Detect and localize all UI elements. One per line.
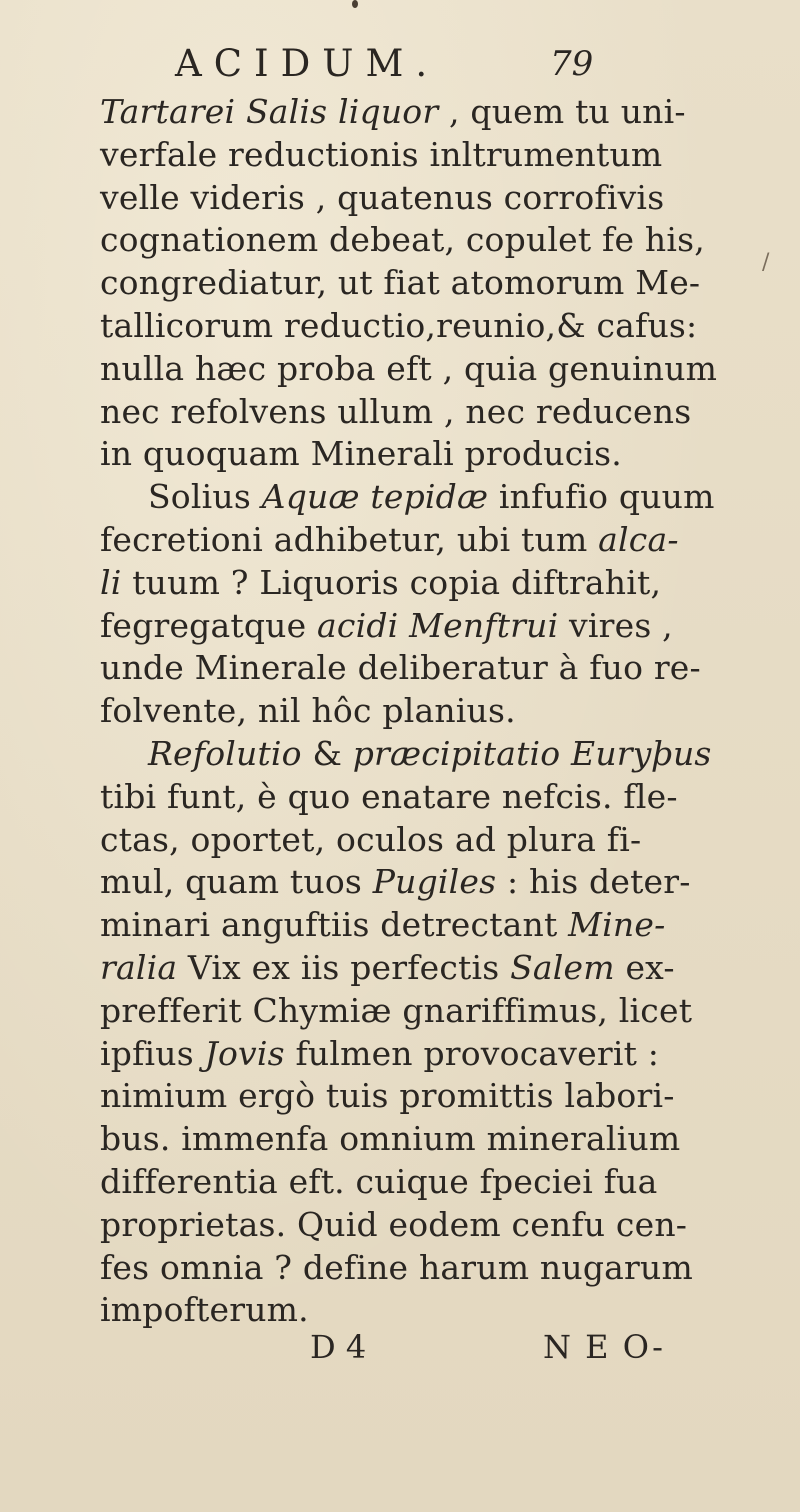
page-header bbox=[175, 42, 605, 90]
signature-mark: D 4 bbox=[310, 1328, 367, 1366]
italic-text-run: ralia bbox=[100, 947, 178, 987]
text-line bbox=[100, 1289, 780, 1332]
text-line bbox=[100, 262, 780, 305]
text-run: ctas, oportet, oculos ad plura fi- bbox=[100, 819, 642, 859]
text-run: impofterum. bbox=[100, 1290, 309, 1330]
italic-text-run: Tartarei Salis liquor bbox=[100, 92, 439, 131]
text-line bbox=[100, 348, 780, 391]
text-run: cognationem debeat, copulet fe his, bbox=[100, 220, 705, 260]
text-line bbox=[100, 947, 780, 990]
text-run: proprietas. Quid eodem cenfu cen- bbox=[100, 1204, 688, 1244]
italic-text-run: Aquæ tepidæ bbox=[261, 477, 489, 517]
running-title: ACIDUM. bbox=[175, 42, 440, 85]
text-line bbox=[100, 647, 780, 690]
text-line bbox=[100, 990, 780, 1033]
text-run: folvente, nil hôc planius. bbox=[100, 691, 516, 731]
text-run: minari anguftiis detrectant bbox=[100, 905, 569, 945]
text-line bbox=[100, 433, 780, 476]
italic-text-run: Salem bbox=[510, 947, 615, 987]
text-run: vires , bbox=[558, 605, 673, 645]
body-text bbox=[100, 91, 780, 1332]
text-run: & bbox=[301, 733, 353, 773]
text-line bbox=[100, 1204, 780, 1247]
text-run: fecretioni adhibetur, ubi tum bbox=[100, 519, 599, 559]
text-line bbox=[100, 819, 780, 862]
text-run: nimium ergò tuis promittis labori- bbox=[100, 1076, 675, 1116]
text-line bbox=[100, 861, 780, 904]
text-line bbox=[100, 134, 780, 177]
text-line bbox=[100, 1118, 780, 1161]
text-run: ex- bbox=[614, 947, 675, 987]
text-run: unde Minerale deliberatur à fuo re- bbox=[100, 648, 701, 688]
text-run: , quem tu uni- bbox=[438, 92, 686, 131]
italic-text-run: præcipitatio Euryþus bbox=[352, 733, 712, 773]
text-run: Solius bbox=[148, 477, 262, 517]
text-run: nulla hæc proba eft , quia genuinum bbox=[100, 348, 718, 388]
text-line bbox=[100, 690, 780, 733]
text-run: fulmen provocaverit : bbox=[284, 1033, 660, 1073]
text-run: congrediatur, ut fiat atomorum Me- bbox=[100, 263, 701, 303]
text-run: ipfius bbox=[100, 1033, 205, 1073]
text-line bbox=[100, 476, 780, 519]
text-run: in quoquam Minerali producis. bbox=[100, 434, 622, 474]
text-run: tuum ? Liquoris copia diftrahit, bbox=[121, 562, 662, 602]
italic-text-run: Refolutio bbox=[148, 733, 302, 773]
text-line bbox=[100, 1161, 780, 1204]
text-run: verfale reductionis inltrumentum bbox=[100, 134, 663, 174]
text-line bbox=[100, 733, 780, 776]
italic-text-run: Mine- bbox=[568, 905, 666, 945]
text-run: : his deter- bbox=[496, 862, 691, 902]
page-footer bbox=[310, 1328, 780, 1378]
text-line bbox=[100, 219, 780, 262]
text-line bbox=[100, 1247, 780, 1290]
margin-slash-mark: / bbox=[762, 250, 770, 275]
ink-speck bbox=[352, 0, 358, 8]
text-line bbox=[100, 91, 780, 134]
text-line bbox=[100, 177, 780, 220]
text-run: fes omnia ? define harum nugarum bbox=[100, 1247, 693, 1287]
text-run: nec refolvens ullum , nec reducens bbox=[100, 391, 692, 431]
text-line bbox=[100, 776, 780, 819]
page-number: 79 bbox=[550, 44, 594, 84]
text-line bbox=[100, 562, 780, 605]
text-run: differentia eft. cuique fpeciei fua bbox=[100, 1161, 658, 1201]
italic-text-run: Jovis bbox=[204, 1033, 285, 1073]
italic-text-run: li bbox=[100, 562, 122, 602]
text-line bbox=[100, 1075, 780, 1118]
text-run: tallicorum reductio,reunio,& cafus: bbox=[100, 305, 698, 345]
italic-text-run: Pugiles bbox=[372, 862, 497, 902]
text-run: velle videris , quatenus corrofivis bbox=[100, 177, 665, 217]
text-line bbox=[100, 305, 780, 348]
text-line bbox=[100, 605, 780, 648]
catchword: N E O- bbox=[543, 1328, 665, 1366]
text-run: mul, quam tuos bbox=[100, 862, 373, 902]
text-run: prefferit Chymiæ gnariffimus, licet bbox=[100, 990, 693, 1030]
text-run: fegregatque bbox=[100, 605, 318, 645]
italic-text-run: alca- bbox=[598, 519, 679, 559]
text-line bbox=[100, 904, 780, 947]
text-run: bus. immenfa omnium mineralium bbox=[100, 1119, 681, 1159]
text-run: tibi funt, è quo enatare nefcis. fle- bbox=[100, 776, 678, 816]
text-run: Vix ex iis perfectis bbox=[177, 947, 511, 987]
text-line bbox=[100, 519, 780, 562]
text-line bbox=[100, 391, 780, 434]
text-run: infufio quum bbox=[488, 477, 715, 517]
text-line bbox=[100, 1033, 780, 1076]
italic-text-run: acidi Menftrui bbox=[317, 605, 559, 645]
